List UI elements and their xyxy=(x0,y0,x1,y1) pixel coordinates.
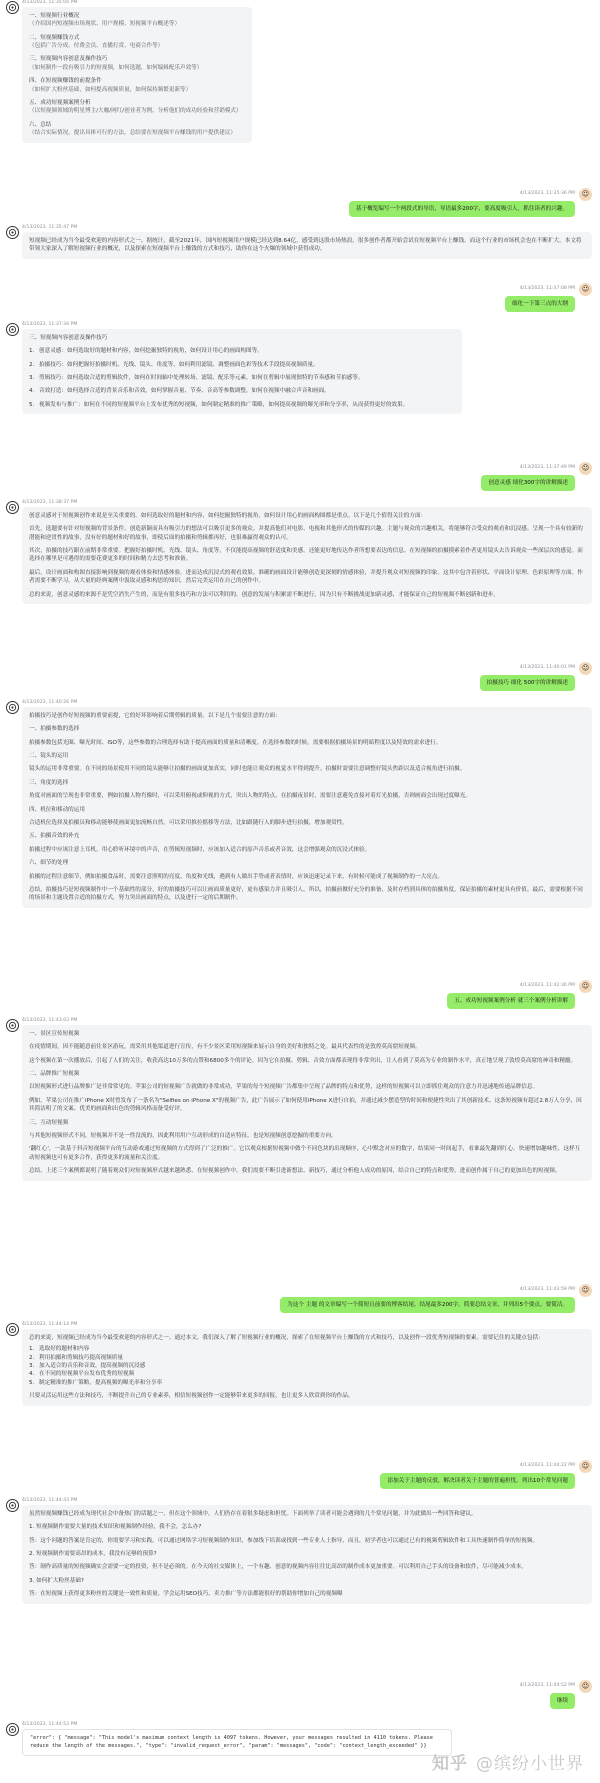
section-heading: 六、细节的处理 xyxy=(29,860,69,867)
paragraph: 在疫情期间，因不能随意前往景区游玩，需采用其他渠道进行宣传，有不少景区采用短视频来展示自身的美好和独特之处。最具代表性的是敦煌莫高窟短视频。 xyxy=(29,1044,421,1051)
paragraph: 总结，拍摄技巧是短视频制作中一个基础性的部分，好的拍摄技巧可以让画面质量更好，更有感染力并且吸引人。所以，拍摄前做好充分的准备，及时存档到具体的拍摄角度，保证拍摄的素材更具有价值。最后，需要根据不同的场景和主题设置合适的拍摄方式，努力突出画面的特点，以及进行一定的后期制作。 xyxy=(29,886,583,902)
list-item: 3. 加入适合的音乐和音效，提高视频的沉浸感 xyxy=(29,1363,146,1370)
timestamp: 4/13/2023, 11:40:01 PM xyxy=(519,665,575,671)
message-bubble xyxy=(22,507,592,604)
user-message-7 xyxy=(6,1460,592,1489)
paragraph: '翻红心'，一款基于抖音短视频平台的互动游戏通过短视频的方式得到了广泛的推广。它以观众根据短视频中做个不同色块的出现顺序，心中默念对应的数字，结果同一时间起手，看谁最先翻到红心。快速增加趣味性，这样互动短视频也可有更多合作，获得更多的流量和关注度。 xyxy=(29,1146,581,1161)
user-avatar-icon: ☺ xyxy=(579,1680,592,1693)
text-line: （如何制作一段有吸引力的短视频，如何选题，如何编辑配乐声效等） xyxy=(29,64,203,71)
message-title: 三、短视频内容创意及操作技巧 xyxy=(29,334,108,341)
text-line: 六、总结 xyxy=(29,121,52,128)
paragraph: 拍摄的过程注意细节，例如拍摄食品时，需要注意照明的亮度、角度和光线，遇到有人做出手势或者表情时，应该迅速记录下来，有时候可能成了视频制作的一大亮点。 xyxy=(29,873,443,880)
user-message-1 xyxy=(6,188,592,217)
paragraph: 合适机位选择及拍摄员和移动能够使画面更加流畅自然。可以采用推拉摇移等方法，比如跟随行人的脚步进行拍摄，增加观赏性。 xyxy=(29,820,348,827)
chatgpt-logo-icon xyxy=(6,1723,19,1736)
paragraph: 镜头的运用非常重要。在不同的场景使用不同的镜头能够让拍摄的画面更加真实，同时也能让观众的视觉水平得到提升。拍摄时需要注意调整好镜头焦距以及适合视角进行拍摄。 xyxy=(29,766,466,773)
paragraph: 其次，拍摄的技巧跟在前期非常重要。把握好拍摄时机、光线、镜头、角度等，不仅能提高视频的舒适度和美感，还能更好地传达作者所想要表达的信息。在短视频的拍摄摸索着作者更用镜头去告诉观众一些深层次的感觉。而选择在哪里是可遇得的需要花费更多的时间和精力去思考和准备。 xyxy=(29,548,583,563)
user-avatar-icon: ☺ xyxy=(579,1460,592,1473)
zhihu-watermark xyxy=(432,1752,584,1778)
user-avatar-icon: ☺ xyxy=(579,462,592,475)
chatgpt-logo-icon xyxy=(6,1323,19,1336)
timestamp: 4/13/2023, 11:44:52 PM xyxy=(519,1683,575,1689)
message-bubble xyxy=(22,707,592,908)
user-avatar-icon: ☺ xyxy=(579,980,592,993)
timestamp: 4/13/2023, 11:42:30 PM xyxy=(519,983,575,989)
paragraph: 首先，选题要有针对短视频的背景条件。创造新颖而具有吸引力的想法可以吸引更多的观众。并提高他们对电影、电视和其他形式的传媒的兴趣。主题与观众的兴趣相关，将能够符合受众的观看和沉浸感。呈现一个具有较新的潜能和逆贯性的故事，没有好的题材和好的故事，即使后面的拍摄和剪辑都再好，也很难赢得观众的认可。 xyxy=(29,526,583,541)
timestamp: 4/13/2023, 11:35:36 PM xyxy=(519,191,575,197)
message-bubble: 五、成功短视频案例分析 就三个案例分析讲解 xyxy=(447,993,575,1009)
list-item: 2. 利用拍摄和剪辑技巧提高视频质量 xyxy=(29,1354,123,1361)
list-item: 4. 音效打造：如何选择合适的背景音乐和音效，如何掌握音量、节奏、音高等参数调整，如何在视频中融合声音和画面。 xyxy=(29,388,330,395)
timestamp: 4/13/2023, 11:35:04 PM xyxy=(22,0,78,5)
paragraph: 创意灵感对于短视频创作来说是至关重要的。如何选取好的题材和内容，如何挖掘独特的视角，如何设计用心的画面构图都是重点。以下是几个值得关注的方面： xyxy=(29,512,427,519)
paragraph: 拍摄参数包括光圈、曝光时间、ISO等，这些参数的合理选择有助于提高画面的质量和清晰度。在选择参数的时候，需要根据拍摄场景的明暗程度以及特效的需求进行。 xyxy=(29,739,442,746)
message-bubble: 拍摄技巧 细化 500字的讲解描述 xyxy=(480,675,575,691)
paragraph: 总的来说，创意灵感的来源不是凭空消失产生的，而是有很多技巧和方法可以利用的。创意的发展与积累需不断进行，因为只有不断挑战更加新灵感，才能保证自己的短视频不断创新和进步。 xyxy=(29,591,499,598)
bot-message-8 xyxy=(6,1498,592,1604)
timestamp: 4/13/2023, 11:35:47 PM xyxy=(22,225,78,230)
paragraph: 拍摄技巧是创作好短视频的重要前提，它的好坏影响着后期剪辑的质量。以下是几个需要注意的方面： xyxy=(29,712,281,719)
message-bubble xyxy=(22,1505,592,1604)
bot-message-3 xyxy=(6,322,592,414)
paragraph: 与其他短视频形式不同，短视频并不是一性没流的，因此利用用户互动形成的自适应特征，也是短视频创意挖掘的重要方向。 xyxy=(29,1133,337,1140)
chatgpt-logo-icon xyxy=(6,226,19,239)
chatgpt-logo-icon xyxy=(6,1499,19,1512)
paragraph: 例如，苹果公司在推广iPhone X时曾发布了一条名为"Selfies on iPhone X"的视频广告，此广告展示了如何使用iPhone X进行自拍，并通过减少摆造型的时间和便捷性突出了其创新技术。这条短视频有超过2.8万人分享，因其简洁明了的文案、优美的画面和出色的剪辑风格而备受好评。 xyxy=(29,1097,582,1113)
user-message-8 xyxy=(6,1680,592,1709)
text-line: 二、短视频赚钱方式 xyxy=(29,34,80,41)
list-item: 3. 剪辑技巧：如何选取合适的剪辑软件，如何在时间轴中处理转场、滤镜、配乐等元素，如何在剪辑中展现独特的节奏感和节拍感等。 xyxy=(29,375,364,382)
paragraph: 总结，上述三个案例都说明了随着观众们对短视频形式越来越熟悉，在短视频创作中，我们需要不断引进新想法、新技巧，通过分析他人成功的原因，结合自己的特点和优势，进而创作属于自己的更加出色的短视频。 xyxy=(29,1168,561,1175)
message-bubble: 细化一下第三点的大纲 xyxy=(505,296,575,312)
chatgpt-logo-icon xyxy=(6,701,19,714)
question: 2. 短视频制作需要高昂的成本，我没有足够的预算? xyxy=(29,1551,157,1558)
list-item: 5. 视频发布与推广：如何在不同的短视频平台上发布优秀的短视频，如何制定精准的推广策略，如何提高视频的曝光率和分享率，从而获得更好的效果。 xyxy=(29,401,409,408)
list-item: 2. 拍摄技巧：如何把握好拍摄时机、光线、镜头、角度等，如何利用滤镜、调整画面色彩等技术手段提高视频质量。 xyxy=(29,361,319,368)
message-bubble xyxy=(22,1329,592,1406)
chatgpt-logo-icon xyxy=(6,1019,19,1032)
bot-message-1 xyxy=(6,0,592,143)
timestamp: 4/13/2023, 11:44:43 PM xyxy=(22,1498,78,1503)
section-heading: 三、互动短视频 xyxy=(29,1119,69,1126)
paragraph: 虽然短视频赚钱已经成为现代社会中备热门的话题之一，但在这个领域中，人们仍存在着很多疑虑和担忧。下面列举了读者可能会遇到的几个常见问题，并为此做出一些回答和建议。 xyxy=(29,1510,477,1517)
bot-message-4 xyxy=(6,500,592,604)
message-bubble xyxy=(22,1025,592,1181)
answer: 答：这个问题的答案是肯定的，你需要学习和实践。可以通过网络学习短视频制作知识，参加线下培训或找到一些专业人士指导，而且，初学者也可以通过已有的视频剪辑软件和工具快速制作简单的短视频。 xyxy=(29,1537,539,1544)
user-message-5 xyxy=(6,980,592,1009)
chatgpt-logo-icon xyxy=(6,323,19,336)
list-item: 1. 选取好的题材和内容 xyxy=(29,1346,90,1353)
text-line: （以短视频领域的明星博主/大咖/网红/创业者为例，分析他们的成功经验和营销模式） xyxy=(29,108,242,115)
timestamp: 4/13/2023, 11:40:26 PM xyxy=(22,700,78,705)
message-bubble xyxy=(22,232,592,259)
user-message-4 xyxy=(6,662,592,691)
section-heading: 一、拍摄参数的选择 xyxy=(29,726,80,733)
paragraph: 最后，设计画面和构图直接影响到视频的观看体验和情感体验。进而达成沉浸式的观看效果。准确的画面设计能够创造更深刻的情感体验，并提升观众对短视频的印象。这其中包含着形状、平面设计原理、色彩原理等方面。作者需要不断学习，从大量的经典案例中汲取灵感和构思的知识，然后完美运用在自己的创作中。 xyxy=(29,569,583,585)
paragraph: 总的来说，短视频已经成为当今最受欢迎的内容形式之一。通过本文，我们深入了解了短视频行业的概况，探索了在短视频平台上赚钱的方式和技巧，以及创作一段优秀短视频的要素。需要记住的关键点包括： xyxy=(29,1334,544,1341)
message-bubble xyxy=(22,7,252,143)
message-bubble xyxy=(22,329,462,414)
user-message-2 xyxy=(6,283,592,312)
error-text: "error": { "message": "This model's maximum context length is 4097 tokens. However, your messages resulted in 4110 tokens. Please reduce the length of the messages.", "type": "invalid_request_error", "param": "messages", "code": "context_length_exceeded" }} xyxy=(30,1734,433,1749)
answer: 答：在短视频上获得更多粉丝的关键是一致性和质量。学会运用SEO技巧，卖力推广等方法都能很好的帮助你增加自己的视频曝 xyxy=(29,1591,343,1598)
chatgpt-logo-icon xyxy=(6,501,19,514)
bot-message-7 xyxy=(6,1322,592,1406)
timestamp: 4/13/2023, 11:43:03 PM xyxy=(22,1018,78,1023)
watermark-text: @缤纷小世界 xyxy=(476,1753,584,1774)
text-line: （介绍国内短视频市场现状、用户规模、短视频平台概述等） xyxy=(29,21,181,28)
chatgpt-logo-icon xyxy=(6,1,19,14)
user-message-3 xyxy=(6,462,592,491)
list-item: 4. 在不同的短视频平台发布优秀的短视频 xyxy=(29,1371,135,1378)
text-line: 四、在短视频赚钱的前提条件 xyxy=(29,78,102,85)
paragraph: 拍摄过程中应该注意上耳机，用心聆听环境中的声音，在剪辑短视频时，应该加入适合的原声音乐或者音效，这会增强观众的沉浸式体验。 xyxy=(29,846,371,853)
timestamp: 4/13/2023, 11:44:14 PM xyxy=(22,1322,78,1327)
question: 3. 如何扩大粉丝基础? xyxy=(29,1577,84,1584)
bot-message-2 xyxy=(6,225,592,259)
timestamp: 4/13/2023, 11:44:22 PM xyxy=(519,1463,575,1469)
message-bubble: 添加关于主题的反驳，解决读者关于主题的普遍担忧，列出10个常见问题 xyxy=(380,1473,575,1489)
text-line: （结合实际情况，提出具体可行的方法，总结要在短视频平台赚钱的用户提供建议） xyxy=(29,130,236,137)
message-bubble: 创意灵感 细化300字的讲解描述 xyxy=(481,475,575,491)
user-message-6 xyxy=(6,1284,592,1313)
message-bubble: 基于概览编写一个两段式的导语，导语最多200字，要高度吸引人，抓住读者的兴趣。 xyxy=(349,201,575,217)
user-avatar-icon: ☺ xyxy=(579,283,592,296)
message-bubble: 继续 xyxy=(550,1693,575,1709)
user-avatar-icon: ☺ xyxy=(579,1284,592,1297)
timestamp: 4/13/2023, 11:43:59 PM xyxy=(519,1287,575,1293)
section-heading: 三、角度的选择 xyxy=(29,779,69,786)
list-item: 1. 创意灵感：如何选取好的题材和内容，如何挖掘独特的视角，如何设计用心的画面构图等。 xyxy=(29,348,263,355)
timestamp: 4/13/2023, 11:38:37 PM xyxy=(22,500,78,505)
message-text: 短视频已经成为当今最受欢迎的内容形式之一。据统计，截至2021年，国内短视频用户规模已经达到8.64亿，感受到这股市场热浪，很多创作者都开始尝试在短视频平台上赚钱。而这个行业的市场机会也在不断扩大。本文将带领大家深入了解短视频行业的概况，以及探索在短视频平台上赚钱的方式和技巧，助你在这个火爆的领域中获得成功。 xyxy=(29,237,582,253)
section-heading: 二、品牌推广短视频 xyxy=(29,1071,80,1078)
text-line: （如何扩大粉丝基础，如何提高视频质量，如何保持频繁更新等） xyxy=(29,86,192,93)
paragraph: 这个视频在第一次播放后，引起了人们的关注，收获高达10万多的点赞和6800多个的评论。因为它在拍摄、剪辑、音效方面都表现得非常突出，让人看到了莫高为专业的制作水平，真正地呈现了敦煌莫高窟的神奇和精髓。 xyxy=(29,1057,577,1064)
timestamp: 4/13/2023, 11:37:49 PM xyxy=(519,465,575,471)
section-heading: 二、镜头的运用 xyxy=(29,753,69,760)
section-heading: 四、机位和移动的运用 xyxy=(29,806,85,813)
paragraph: 以短视频形式进行品牌推广是非常常见的。苹果公司的短视频广告就做的非常成功，苹果的每个短视频广告都集中呈现了品牌的特点和优势，这样的短视频可以立即抓住观众的注意力并迅速地传递品牌信息。 xyxy=(29,1084,539,1091)
text-line: （包括广告分成、付费会员、直播打赏、电商合作等） xyxy=(29,43,164,50)
answer: 答：制作高质量的短视频确实会需要一定的投资，但不是必须的。在今天的社交媒体上，一个有趣、创意的视频内容往往比高昂的制作成本更加重要。可以利用自己手头的设备和软件，尽可能减少成本。 xyxy=(29,1564,527,1571)
timestamp: 4/13/2023, 11:37:34 PM xyxy=(22,322,78,327)
text-line: 一、短视频行业概况 xyxy=(29,12,80,19)
bot-message-5 xyxy=(6,700,592,908)
user-avatar-icon: ☺ xyxy=(579,188,592,201)
text-line: 五、成功短视频案例分析 xyxy=(29,100,91,107)
list-item: 5. 制定精准的推广策略，提高视频的曝光率和分享率 xyxy=(29,1379,163,1386)
error-message-bubble xyxy=(22,1729,452,1757)
timestamp: 4/13/2023, 11:37:08 PM xyxy=(519,286,575,292)
timestamp: 4/13/2023, 11:44:53 PM xyxy=(22,1722,78,1727)
paragraph: 角度对画面的呈现也非常重要，例如拍摄人物肖像时，可以采用俯视或仰视的方式，突出人物的特点。在拍摄夜景时，需要注意避免直接对着灯光拍摄，否则画面会出现过度曝光。 xyxy=(29,793,471,800)
text-line: 三、短视频内容创意及操作技巧 xyxy=(29,56,108,63)
user-avatar-icon: ☺ xyxy=(579,662,592,675)
paragraph: 只要灵活运用这些方法和技巧，不断提升自己的专业素养，相信短视频创作一定能够带来更多的回报，也让更多人欣赏到你的作品。 xyxy=(29,1393,354,1400)
section-heading: 五、拍摄音效的补充 xyxy=(29,833,80,840)
section-heading: 一、景区宣传短视频 xyxy=(29,1030,80,1037)
question: 1. 短视频制作需要大量的技术知识和视频制作经验，我不会，怎么办? xyxy=(29,1524,202,1531)
bot-message-6 xyxy=(6,1018,592,1181)
zhihu-logo: 知乎 xyxy=(432,1753,468,1774)
message-bubble: 为这个 主题 的文章编写一个简短且前要的博客结尾。结尾最多200字。简要总结文章，并列出5个要点。要简洁。 xyxy=(280,1297,575,1313)
